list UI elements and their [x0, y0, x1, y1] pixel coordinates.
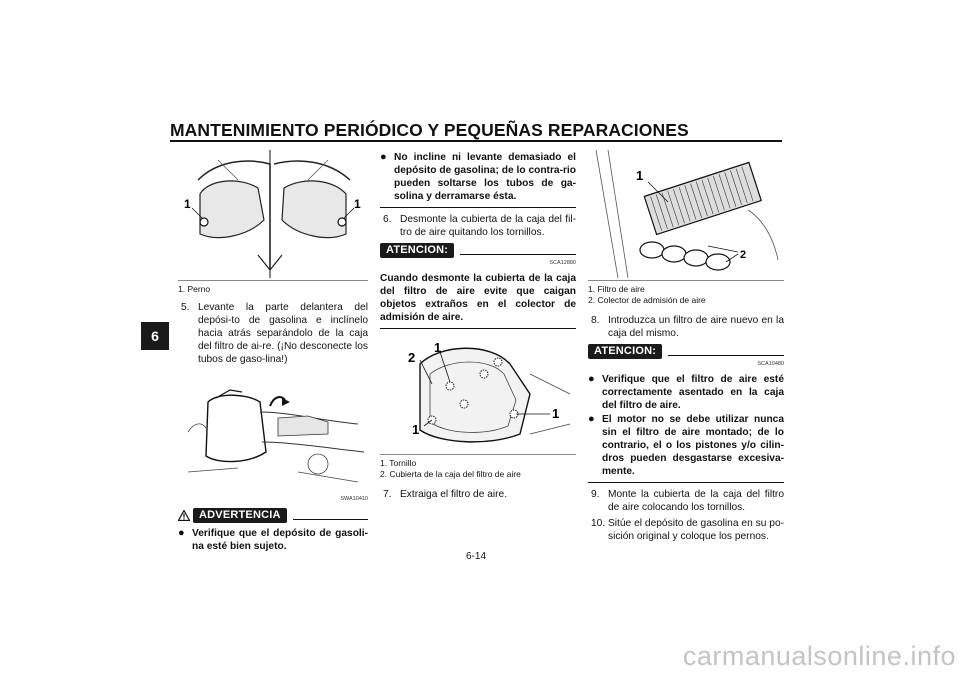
bullet-dot: ● [380, 151, 387, 163]
warning-code: SWA10410 [340, 496, 368, 502]
warning-body [178, 527, 368, 553]
step-7 [380, 488, 576, 501]
watermark: carmanualsonline.info [682, 641, 956, 671]
step-number: 5. [181, 302, 190, 313]
figure-caption: 1. Perno [178, 284, 211, 294]
callout-2: 2 [408, 350, 416, 365]
caution-end-rule [380, 328, 576, 329]
caution-body: Cuando desmonte la cubierta de la caja del filtro de aire evite que caigan objetos extraños en el colector de admisión de aire. [380, 273, 576, 323]
caution-code: SCA12880 [549, 260, 576, 266]
caution-code: SCA10480 [757, 361, 784, 367]
step-text: Levante la parte delantera del depósi-to de gasolina e inclínelo hacia atrás separándolo de la caja del filtro de ai-re. (¡No desconecte los tubos de gaso-lina!) [198, 302, 368, 365]
warning-bullet [178, 527, 368, 553]
step-number: 6. [383, 214, 392, 225]
caution-body [588, 373, 784, 478]
bullet-dot: ● [588, 373, 595, 385]
step-text: Sitúe el depósito de gasolina en su po-sición original y coloque los pernos. [608, 518, 784, 542]
step-number: 9. [591, 489, 600, 500]
figure-airbox-cover [380, 334, 576, 452]
column-3 [588, 150, 784, 546]
caption-rule [380, 454, 576, 455]
callout-1-right: 1 [354, 197, 361, 211]
bullet-text: El motor no se debe utilizar nunca sin el filtro de aire montado; de lo contrario, el o los pistones y/o cilin-dros pueden desgastarse excesiva-mente. [602, 414, 784, 477]
callout-2: 2 [740, 249, 747, 261]
figure-air-filter [588, 150, 784, 278]
caption-rule [588, 280, 784, 281]
step-9 [588, 488, 784, 514]
bullet-text: Verifique que el depósito de gasoli-na esté bien sujeto. [192, 528, 368, 552]
step-number: 10. [591, 518, 606, 529]
chapter-tab: 6 [141, 322, 169, 350]
bullet-text: Verifique que el filtro de aire esté correctamente asentado en la caja del filtro de aire. [602, 374, 784, 411]
warning-rule [293, 519, 368, 520]
step-5 [178, 301, 368, 366]
column-2 [380, 150, 576, 504]
figure-caption-2: 2. Cubierta de la caja del filtro de aire [380, 469, 521, 479]
caption-rule [178, 280, 368, 281]
caution-badge: ATENCION: [380, 243, 454, 258]
step-text: Extraiga el filtro de aire. [400, 489, 508, 500]
warning-bullet [380, 151, 576, 203]
bullet-dot: ● [588, 413, 595, 425]
page-title: MANTENIMIENTO PERIÓDICO Y PEQUEÑAS REPARACIONES [170, 120, 689, 140]
warning-end-rule [380, 207, 576, 208]
caution-rule [460, 254, 576, 255]
step-text: Introduzca un filtro de aire nuevo en la caja del mismo. [608, 315, 784, 339]
step-10 [588, 517, 784, 543]
callout-1-left: 1 [184, 197, 191, 211]
step-text: Desmonte la cubierta de la caja del fil-tro de aire quitando los tornillos. [400, 214, 576, 238]
warning-triangle-icon [178, 510, 190, 521]
step-8 [588, 314, 784, 340]
callout-1-bottom: 1 [412, 422, 420, 437]
warning-header [178, 508, 368, 523]
caution-header [380, 243, 576, 258]
column-1 [178, 150, 368, 554]
warning-continued [380, 151, 576, 203]
step-6 [380, 213, 576, 239]
callout-1-right: 1 [552, 406, 560, 421]
figure-tilt-fuel-tank [178, 372, 368, 492]
caution-end-rule [588, 482, 784, 483]
page-number: 6-14 [466, 551, 487, 562]
bullet-dot: ● [178, 527, 185, 539]
caution-bullet-1 [588, 373, 784, 412]
step-number: 7. [383, 489, 392, 500]
figure-fuel-tank-bolts [178, 150, 368, 278]
caution-bullet-2 [588, 413, 784, 478]
figure-caption-1: 1. Filtro de aire [588, 284, 645, 294]
figure-caption-1: 1. Tornillo [380, 458, 417, 468]
bullet-text: No incline ni levante demasiado el depósito de gasolina; de lo contra-rio pueden soltarse los tubos de ga-solina y derramarse ésta. [394, 152, 576, 202]
callout-1-top: 1 [434, 340, 442, 355]
warning-badge: ADVERTENCIA [193, 508, 287, 523]
step-text: Monte la cubierta de la caja del filtro de aire colocando los tornillos. [608, 489, 784, 513]
figure-caption-2: 2. Colector de admisión de aire [588, 295, 706, 305]
caution-rule [668, 355, 784, 356]
callout-1: 1 [636, 168, 644, 183]
header-rule [170, 140, 782, 142]
caution-badge: ATENCION: [588, 344, 662, 359]
step-number: 8. [591, 315, 600, 326]
caution-header [588, 344, 784, 359]
